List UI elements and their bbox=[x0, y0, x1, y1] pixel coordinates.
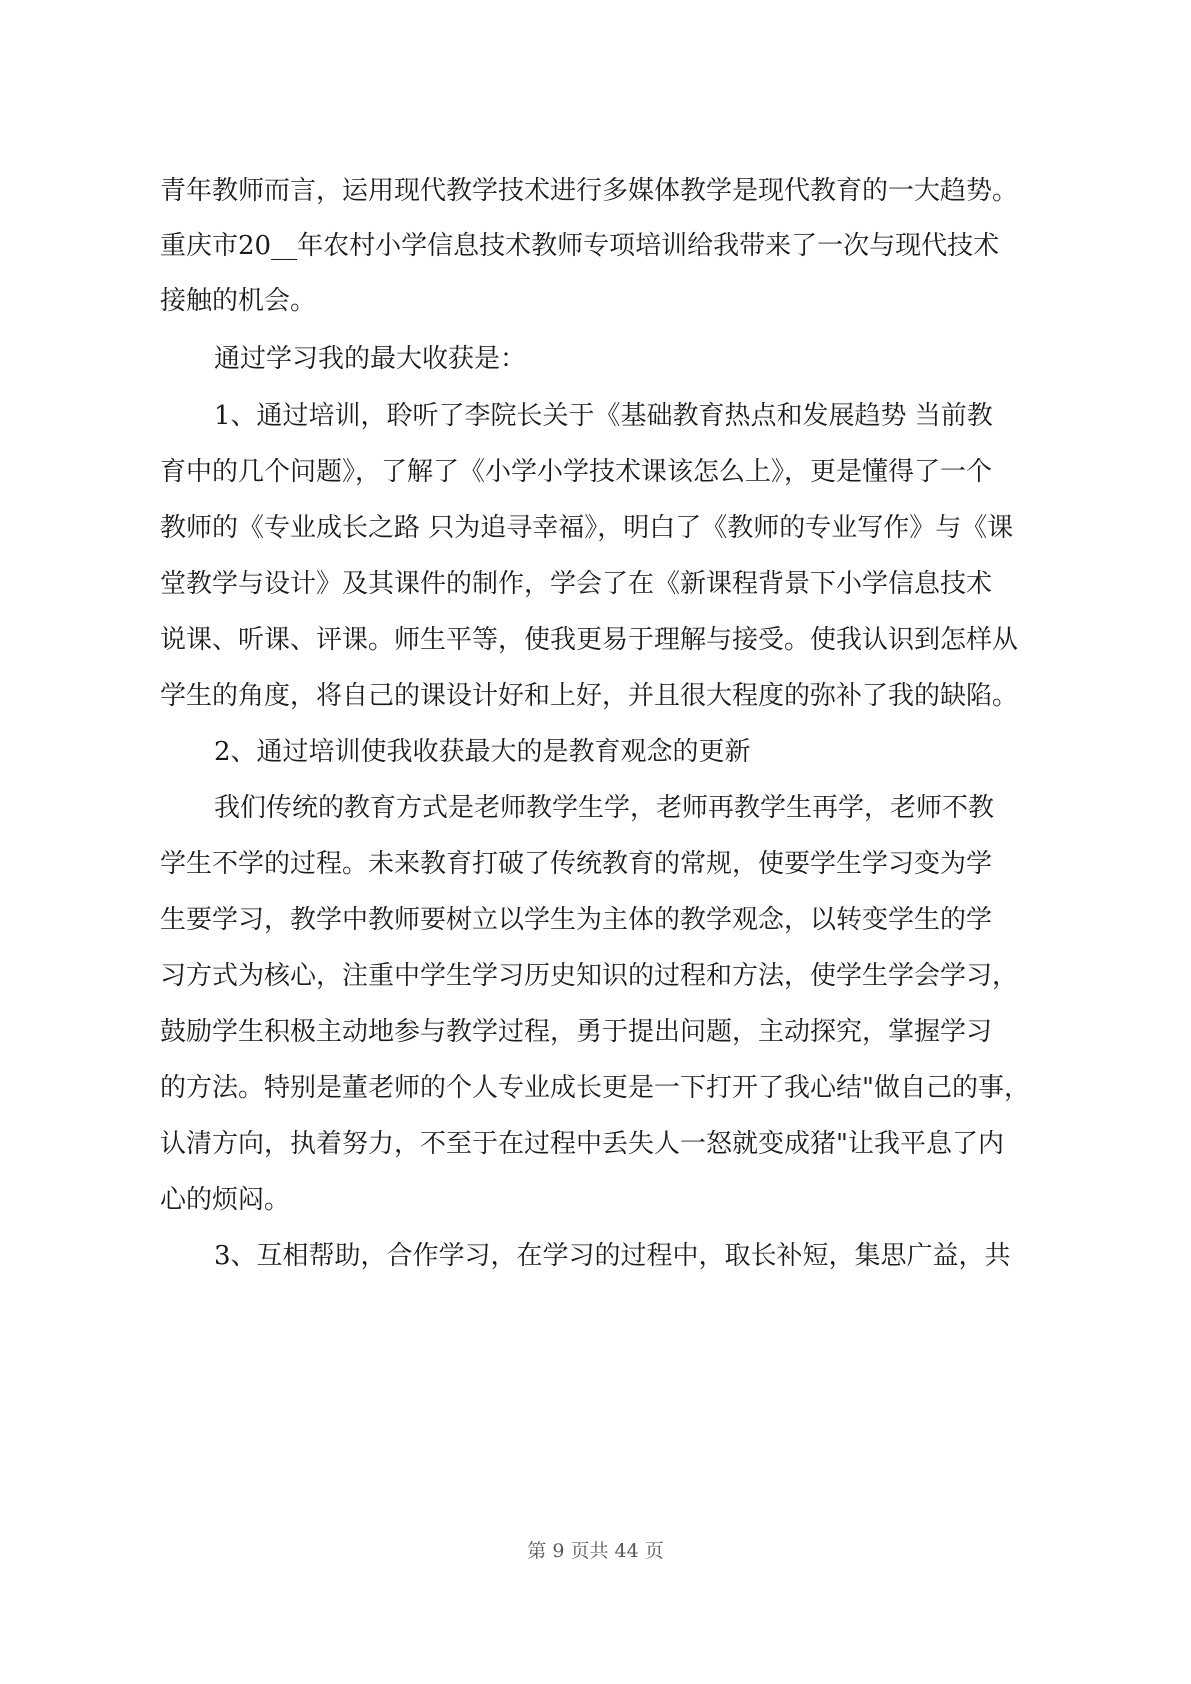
text-line: 教师的《专业成长之路 只为追寻幸福》，明白了《教师的专业写作》与《课 bbox=[160, 513, 1014, 543]
text-line: 鼓励学生积极主动地参与教学过程，勇于提出问题，主动探究，掌握学习 bbox=[160, 1017, 993, 1047]
text-line: 接触的机会。 bbox=[160, 286, 317, 316]
text-line: 习方式为核心，注重中学生学习历史知识的过程和方法，使学生学会学习， bbox=[160, 961, 1019, 991]
text-line: 2、通过培训使我收获最大的是教育观念的更新 bbox=[214, 737, 751, 767]
text-line: 3、互相帮助，合作学习，在学习的过程中，取长补短，集思广益，共 bbox=[214, 1241, 1011, 1271]
text-line: 通过学习我的最大收获是： bbox=[214, 344, 527, 374]
text-line: 重庆市20__年农村小学信息技术教师专项培训给我带来了一次与现代技术 bbox=[160, 231, 1000, 261]
text-line: 的方法。特别是董老师的个人专业成长更是一下打开了我心结"做自己的事， bbox=[160, 1073, 1030, 1103]
page-number-footer: 第 9 页共 44 页 bbox=[527, 1540, 664, 1562]
text-line: 青年教师而言，运用现代教学技术进行多媒体教学是现代教育的一大趋势。 bbox=[160, 176, 1019, 206]
text-line: 学生不学的过程。未来教育打破了传统教育的常规，使要学生学习变为学 bbox=[160, 849, 993, 879]
text-line: 生要学习，教学中教师要树立以学生为主体的教学观念，以转变学生的学 bbox=[160, 905, 993, 935]
text-line: 堂教学与设计》及其课件的制作，学会了在《新课程背景下小学信息技术 bbox=[160, 569, 993, 599]
text-line: 心的烦闷。 bbox=[160, 1185, 291, 1215]
text-line: 育中的几个问题》，了解了《小学小学技术课该怎么上》，更是懂得了一个 bbox=[160, 457, 993, 487]
text-line: 1、通过培训，聆听了李院长关于《基础教育热点和发展趋势 当前教 bbox=[214, 401, 993, 431]
text-line: 认清方向，执着努力，不至于在过程中丢失人一怒就变成猪"让我平息了内 bbox=[160, 1129, 1004, 1159]
text-line: 学生的角度，将自己的课设计好和上好，并且很大程度的弥补了我的缺陷。 bbox=[160, 681, 1019, 711]
text-line: 我们传统的教育方式是老师教学生学，老师再教学生再学，老师不教 bbox=[214, 793, 995, 823]
text-line: 说课、听课、评课。师生平等，使我更易于理解与接受。使我认识到怎样从 bbox=[160, 625, 1019, 655]
